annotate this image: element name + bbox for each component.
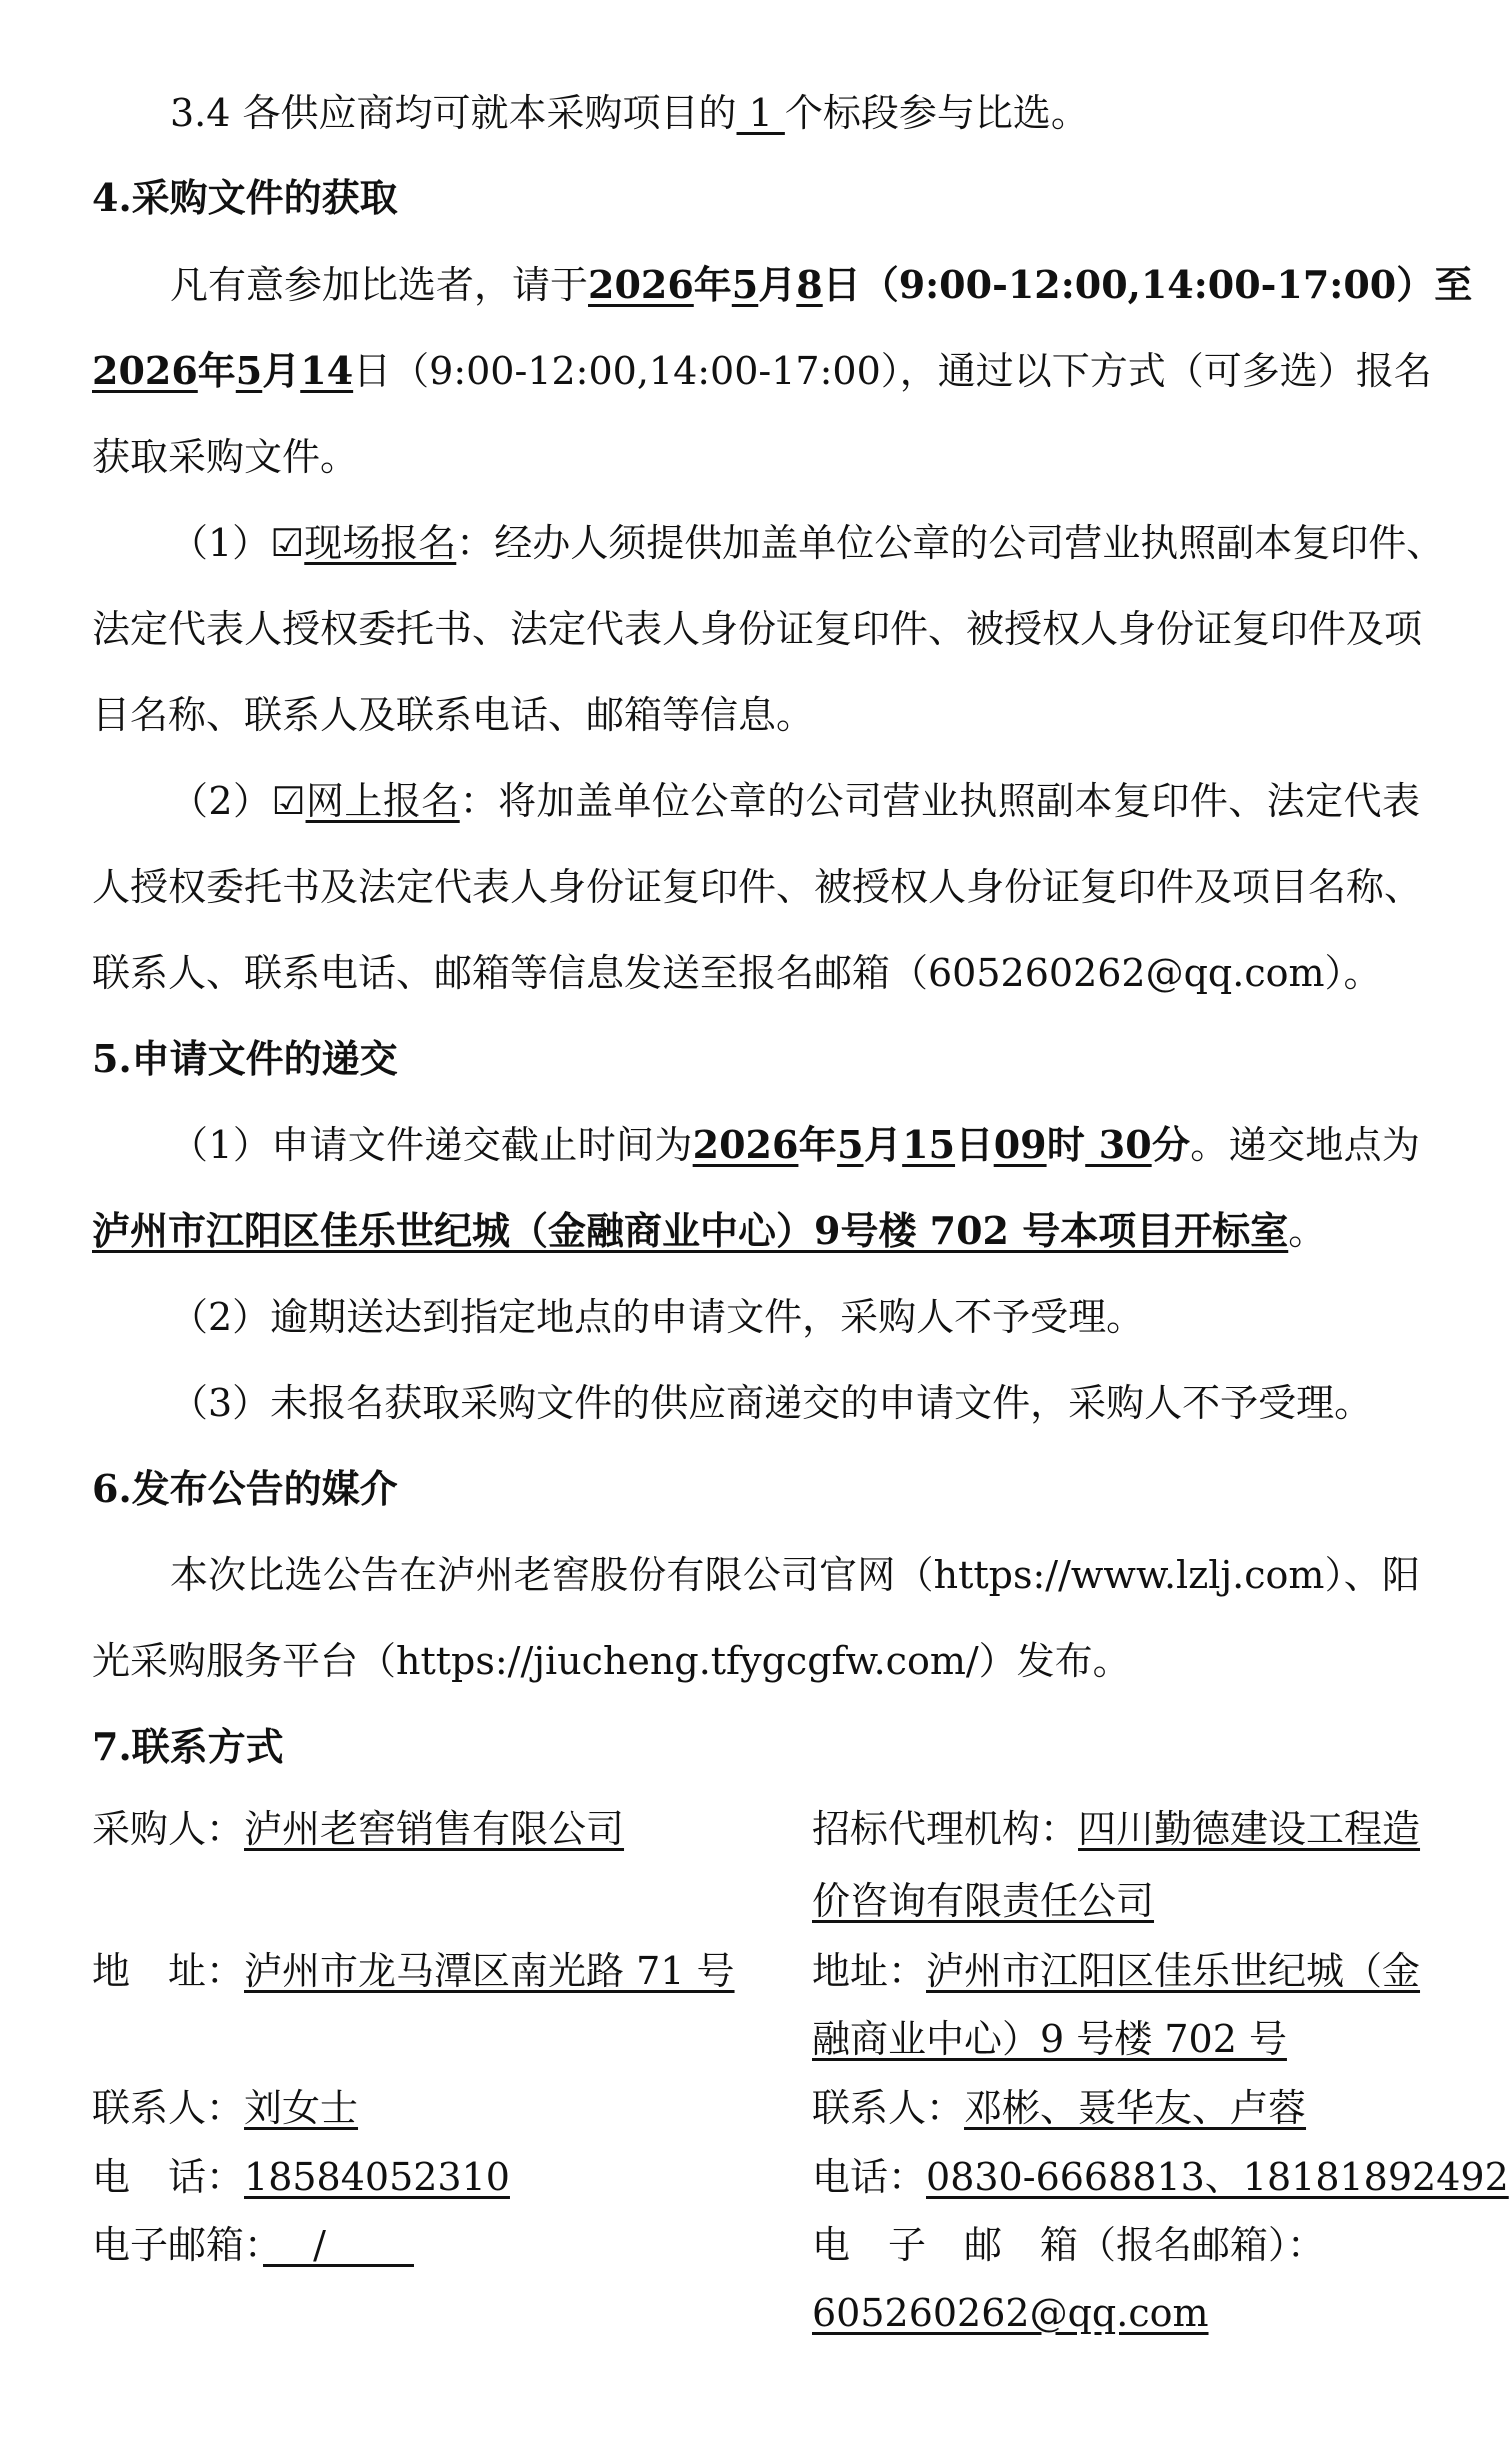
text: 年 xyxy=(798,1122,838,1167)
online-registration-line-3: 联系人、联系电话、邮箱等信息发送至报名邮箱（605260262@qq.com）。 xyxy=(92,951,1382,995)
section-6-heading: 6.发布公告的媒介 xyxy=(92,1466,398,1511)
agency-name: 四川勤德建设工程造 xyxy=(1078,1807,1421,1851)
label: 地 址： xyxy=(92,1949,245,1993)
agency-email: 605260262@qq.com xyxy=(812,2291,1209,2335)
sec4-line-1 xyxy=(170,262,1473,308)
text: ：将加盖单位公章的公司营业执照副本复印件、法定代表 xyxy=(459,779,1420,823)
sec4-line-2 xyxy=(92,348,1432,394)
text: 年 xyxy=(693,262,732,307)
submission-place-line xyxy=(92,1208,1420,1254)
text: 。递交地点为 xyxy=(1190,1123,1420,1167)
purchaser-contact: 刘女士 xyxy=(244,2086,359,2130)
agency-row-2 xyxy=(812,1878,1420,1924)
label: 电话： xyxy=(812,2155,927,2199)
end-month: 5 xyxy=(235,348,263,393)
text: 月 xyxy=(262,348,301,393)
purchaser-email-row xyxy=(92,2222,740,2268)
start-month: 5 xyxy=(731,262,759,307)
checked-box-icon: ☑ xyxy=(271,779,306,823)
late-submission-clause: （2）逾期送达到指定地点的申请文件，采购人不予受理。 xyxy=(170,1295,1145,1339)
text: 时 xyxy=(1046,1122,1086,1167)
purchaser-email: / xyxy=(263,2223,414,2267)
onsite-registration-label: 现场报名 xyxy=(304,521,457,565)
start-year: 2026 xyxy=(588,262,694,307)
agency-contact-row xyxy=(812,2085,1420,2131)
label: 电子邮箱： xyxy=(92,2223,264,2267)
purchaser-contact-row xyxy=(92,2085,740,2131)
clause-3-4 xyxy=(170,90,1420,136)
text: 日（9:00-12:00,14:00-17:00）至 xyxy=(822,262,1473,307)
agency-contacts: 邓彬、聂华友、卢蓉 xyxy=(964,2086,1307,2130)
deadline-minute: 30 xyxy=(1085,1122,1152,1167)
deadline-month: 5 xyxy=(837,1122,864,1167)
agency-email-row xyxy=(812,2290,1420,2336)
text: 月 xyxy=(758,262,797,307)
end-year: 2026 xyxy=(92,348,198,393)
text: ：经办人须提供加盖单位公章的公司营业执照副本复印件、 xyxy=(456,521,1445,565)
text: （1）申请文件递交截止时间为 xyxy=(170,1123,693,1167)
start-day: 8 xyxy=(796,262,823,307)
onsite-registration-line-2: 法定代表人授权委托书、法定代表人身份证复印件、被授权人身份证复印件及项 xyxy=(92,607,1423,651)
agency-address-cont: 融商业中心）9 号楼 702 号 xyxy=(812,2017,1287,2061)
text: 日（9:00-12:00,14:00-17:00），通过以下方式（可多选）报名 xyxy=(353,349,1432,393)
submission-deadline-line xyxy=(170,1122,1420,1168)
label: 地址： xyxy=(812,1949,927,1993)
purchaser-address-row xyxy=(92,1948,740,1994)
purchaser-address: 泸州市龙马潭区南光路 71 号 xyxy=(244,1949,735,1993)
label: 电 话： xyxy=(92,2155,245,2199)
unregistered-clause: （3）未报名获取采购文件的供应商递交的申请文件，采购人不予受理。 xyxy=(170,1381,1373,1425)
text: 日 xyxy=(955,1122,994,1167)
agency-email-label-row: 电 子 邮 箱（报名邮箱）： xyxy=(812,2223,1326,2267)
label: 联系人： xyxy=(92,2086,245,2130)
agency-address-row-2 xyxy=(812,2016,1420,2062)
agency-phone-row xyxy=(812,2154,1509,2200)
purchaser-name: 泸州老窖销售有限公司 xyxy=(244,1807,625,1851)
sec4-line-3: 获取采购文件。 xyxy=(92,435,359,479)
submission-place: 泸州市江阳区佳乐世纪城（金融商业中心）9号楼 702 号本项目开标室 xyxy=(92,1208,1289,1253)
purchaser-row xyxy=(92,1806,740,1852)
section-7-heading: 7.联系方式 xyxy=(92,1724,284,1769)
section-5-heading: 5.申请文件的递交 xyxy=(92,1036,398,1081)
agency-phone: 0830-6668813、18181892492 xyxy=(926,2155,1509,2199)
online-registration-line-2: 人授权委托书及法定代表人身份证复印件、被授权人身份证复印件及项目名称、 xyxy=(92,865,1423,909)
agency-address-row-1 xyxy=(812,1948,1420,1994)
lot-count: 1 xyxy=(736,91,785,135)
text: 分 xyxy=(1151,1122,1191,1167)
media-line-2: 光采购服务平台（https://jiucheng.tfygcgfw.com/）发布。 xyxy=(92,1639,1131,1683)
text: 年 xyxy=(197,348,236,393)
text: 凡有意参加比选者，请于 xyxy=(170,263,589,307)
onsite-registration-line-3: 目名称、联系人及联系电话、邮箱等信息。 xyxy=(92,693,815,737)
clause-3-4-text-end: 个标段参与比选。 xyxy=(784,91,1089,135)
label: 招标代理机构： xyxy=(812,1807,1079,1851)
purchaser-phone: 18584052310 xyxy=(244,2155,510,2199)
purchaser-phone-row xyxy=(92,2154,740,2200)
deadline-hour: 09 xyxy=(993,1122,1047,1167)
label: 联系人： xyxy=(812,2086,965,2130)
agency-address: 泸州市江阳区佳乐世纪城（金 xyxy=(926,1949,1421,1993)
onsite-registration-line-1 xyxy=(170,520,1445,566)
label: 采购人： xyxy=(92,1807,245,1851)
clause-3-4-text: 3.4 各供应商均可就本采购项目的 xyxy=(170,91,737,135)
agency-row-1 xyxy=(812,1806,1420,1852)
deadline-year: 2026 xyxy=(692,1122,799,1167)
end-day: 14 xyxy=(300,348,354,393)
text: 月 xyxy=(863,1122,903,1167)
media-line-1: 本次比选公告在泸州老窖股份有限公司官网（https://www.lzlj.com）、阳 xyxy=(170,1553,1420,1597)
item-number: （2） xyxy=(170,779,272,823)
agency-name-cont: 价咨询有限责任公司 xyxy=(812,1879,1155,1923)
text: 。 xyxy=(1288,1209,1327,1253)
checked-box-icon: ☑ xyxy=(270,521,305,565)
deadline-day: 15 xyxy=(902,1122,956,1167)
section-4-heading: 4.采购文件的获取 xyxy=(92,175,398,220)
online-registration-line-1 xyxy=(170,778,1420,824)
online-registration-label: 网上报名 xyxy=(305,779,460,823)
item-number: （1） xyxy=(170,521,271,565)
